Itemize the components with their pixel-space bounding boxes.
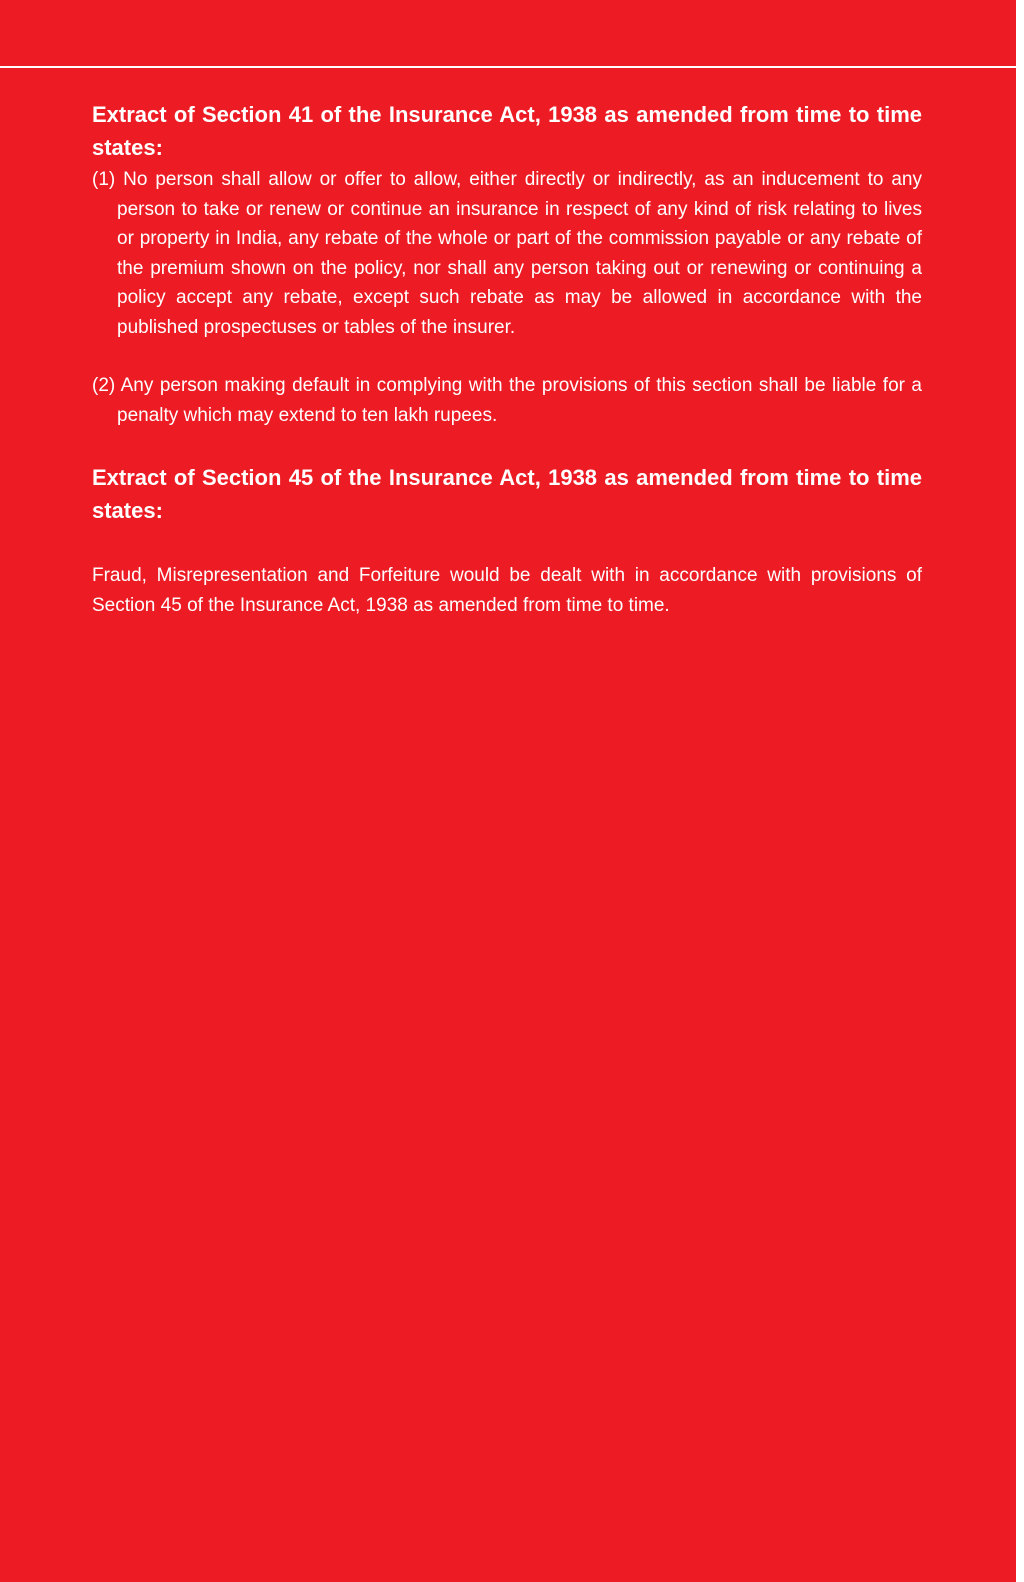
section-41-heading: Extract of Section 41 of the Insurance Act, 1938 as amended from time to time states: bbox=[92, 102, 922, 160]
header-divider bbox=[0, 66, 1016, 68]
section-45-heading: Extract of Section 45 of the Insurance Act, 1938 as amended from time to time states: bbox=[92, 465, 922, 523]
spacer bbox=[92, 342, 922, 371]
spacer bbox=[92, 430, 922, 461]
section-45-body: Fraud, Misrepresentation and Forfeiture would be dealt with in accordance with provisions of Section 45 of the Insurance Act, 1938 as amended from time to time. bbox=[92, 565, 922, 616]
section-41-clause-2: (2) Any person making default in complying with the provisions of this section shall be liable for a penalty which may extend to ten lakh rupees. bbox=[92, 375, 922, 426]
section-41-clause-1: (1) No person shall allow or offer to allow, either directly or indirectly, as an inducement to any person to take or renew or continue an insurance in respect of any kind of risk relating to lives or property in India, any rebate of the whole or part of the commission payable or any rebate of the premium shown on the policy, nor shall any person taking out or renewing or continuing a policy accept any rebate, except such rebate as may be allowed in accordance with the published prospectuses or tables of the insurer. bbox=[92, 169, 922, 338]
spacer bbox=[92, 527, 922, 561]
document-content bbox=[92, 98, 922, 620]
